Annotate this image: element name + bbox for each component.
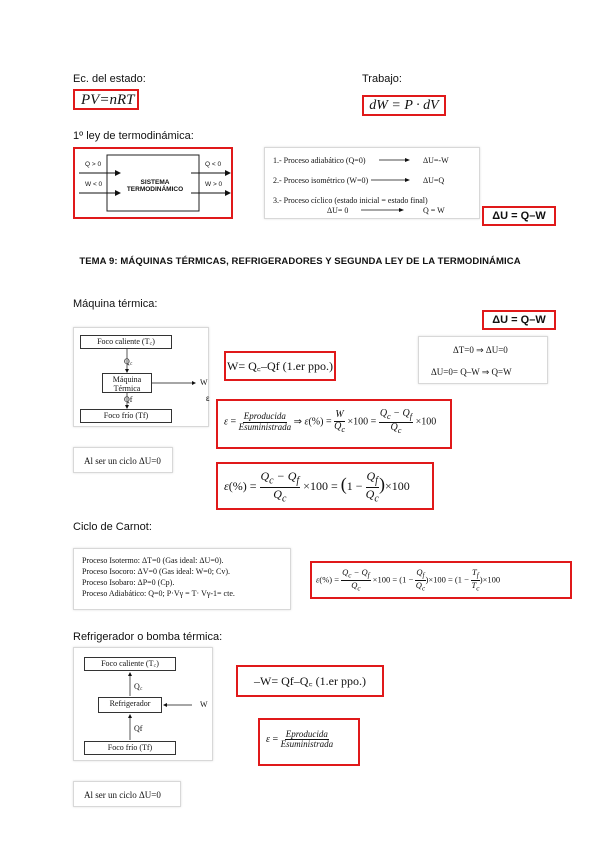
- fridge-efficiency-fraction: [281, 730, 334, 750]
- engine-qc-label: Q꜀: [124, 357, 133, 366]
- first-law-equation-box: ΔU = Q–W: [482, 206, 556, 226]
- carnot-process-3: Proceso Isobaro: ΔP=0 (Cp).: [82, 578, 175, 587]
- carnot-process-2: Proceso Isocoro: ΔV=0 (Gas ideal: W=0; Cv).: [82, 567, 230, 576]
- process-1-result: ΔU=-W: [423, 156, 449, 165]
- carnot-frac1: $\frac{Q_c - Q_f}{Q_c}$: [342, 567, 370, 593]
- carnot-process-1: Proceso Isotermo: ΔT=0 (Gas ideal: ΔU=0).: [82, 556, 224, 565]
- state-equation-label: Ec. del estado:: [73, 73, 146, 85]
- engine-w-label: W: [200, 378, 208, 387]
- processes-panel: [264, 147, 480, 219]
- system-diagram-box: [73, 147, 233, 219]
- efficiency-den: Esuministrada: [238, 421, 292, 432]
- efficiency2-frac: $\frac{Q_c - Q_f}{Q_c}$: [260, 469, 300, 505]
- cyclic-left: ΔU= 0: [327, 206, 349, 215]
- fridge-efficiency-formula: ε = $\frac{\text{Eproducida}}{\text{Esuministrada}}$: [266, 729, 334, 750]
- q-in-label: Q > 0: [85, 161, 102, 168]
- carnot-process-4: Proceso Adiabático: Q=0; P·Vγ = T· Vγ-1= cte.: [82, 589, 235, 598]
- engine-epsilon-marker: ε: [206, 394, 210, 403]
- engine-machine-line2: Térmica: [113, 384, 141, 393]
- fridge-efficiency-box: [258, 718, 360, 766]
- fridge-cycle-note: Al ser un ciclo ΔU=0: [73, 781, 181, 807]
- efficiency-formula-1: ε = $\frac{\text{Eproducida}}{\text{Esuministrada}}$ ⇒ ε(%) = $\frac{W}{Q_c}$ ×100 = $\frac{Q_c - Q_f}{Q_c}$ ×100: [224, 408, 437, 435]
- engine-diagram-panel: [73, 327, 209, 427]
- q-out-label: Q < 0: [205, 161, 222, 168]
- work-label: Trabajo:: [362, 73, 402, 85]
- engine-cycle-note: Al ser un ciclo ΔU=0: [73, 447, 173, 473]
- process-2: 2.- Proceso isométrico (W=0): [273, 176, 369, 185]
- carnot-efficiency-formula: ε(%) = $\frac{Q_c - Q_f}{Q_c}$ ×100 = (1 − $\frac{Q_f}{Q_c}$ )×100 = (1 − $\frac{T_f}{T_c}$ )×100: [316, 567, 501, 593]
- system-center-label: SISTEMA TERMODINÁMICO: [126, 179, 184, 193]
- delta-panel: [418, 336, 548, 384]
- efficiency-fraction: [239, 412, 292, 432]
- first-law-label: 1º ley de termodinámica:: [73, 130, 194, 142]
- engine-work-equation-box: W= Q꜀–Qf (1.er ppo.): [224, 351, 336, 381]
- efficiency-wq: $\frac{W}{Q_c}$: [334, 409, 346, 434]
- fridge-efficiency-num: Eproducida: [285, 729, 328, 739]
- process-3: 3.- Proceso cíclico (estado inicial = estado final): [273, 196, 428, 205]
- efficiency-qdiff: $\frac{Q_c - Q_f}{Q_c}$: [379, 408, 413, 435]
- carnot-efficiency-box: [310, 561, 572, 599]
- carnot-frac3: $\frac{T_f}{T_c}$: [471, 567, 480, 593]
- w-in-label: W < 0: [85, 181, 103, 188]
- carnot-frac2: $\frac{Q_f}{Q_c}$: [415, 567, 426, 593]
- carnot-label: Ciclo de Carnot:: [73, 521, 152, 533]
- carnot-processes-panel: [73, 548, 291, 610]
- fridge-qf-label: Qf: [134, 724, 143, 733]
- engine-cold-reservoir: Foco frío (Tf): [80, 409, 172, 423]
- section-title: TEMA 9: MÁQUINAS TÉRMICAS, REFRIGERADORES Y SEGUNDA LEY DE LA TERMODINÁMICA: [79, 256, 521, 267]
- fridge-diagram-panel: [73, 647, 213, 761]
- engine-label: Máquina térmica:: [73, 298, 158, 310]
- efficiency-formula-2: ε(%) = $\frac{Q_c - Q_f}{Q_c}$ ×100 = (1 − $\frac{Q_f}{Q_c}$ )×100: [224, 469, 410, 505]
- fridge-work-equation-box: –W= Qf–Q꜀ (1.er ppo.): [236, 665, 384, 697]
- fridge-qc-label: Q꜀: [134, 682, 143, 691]
- fridge-arrows: [74, 648, 214, 762]
- fridge-machine-box: Refrigerador: [98, 697, 162, 713]
- state-equation-box: PV=nRT: [73, 89, 139, 110]
- engine-first-law-box: ΔU = Q–W: [482, 310, 556, 330]
- work-equation-box: dW = P · dV: [362, 95, 446, 116]
- efficiency-box-2: [216, 462, 434, 510]
- delta-line-1: ΔT=0 ⇒ ΔU=0: [453, 345, 508, 355]
- efficiency2-ratio: $\frac{Q_f}{Q_c}$: [365, 469, 379, 505]
- efficiency-num: Eproducida: [243, 411, 286, 422]
- engine-qf-label: Qf: [124, 395, 133, 404]
- delta-line-2: ΔU=0= Q–W ⇒ Q=W: [431, 367, 512, 377]
- fridge-w-label: W: [200, 700, 208, 709]
- engine-hot-reservoir: Foco caliente (T꜀): [80, 335, 172, 349]
- engine-arrows: [74, 328, 210, 428]
- fridge-label: Refrigerador o bomba térmica:: [73, 631, 223, 643]
- fridge-hot-reservoir: Foco caliente (T꜀): [84, 657, 176, 671]
- efficiency-box-1: [216, 399, 452, 449]
- engine-machine-line1: Máquina: [112, 375, 142, 384]
- process-1: 1.- Proceso adiabático (Q=0): [273, 156, 366, 165]
- w-out-label: W > 0: [205, 181, 223, 188]
- process-arrows: [265, 148, 481, 220]
- fridge-efficiency-den: Esuministrada: [280, 739, 334, 750]
- process-2-result: ΔU=Q: [423, 176, 445, 185]
- fridge-cold-reservoir: Foco frío (Tf): [84, 741, 176, 755]
- cyclic-right: Q = W: [423, 206, 445, 215]
